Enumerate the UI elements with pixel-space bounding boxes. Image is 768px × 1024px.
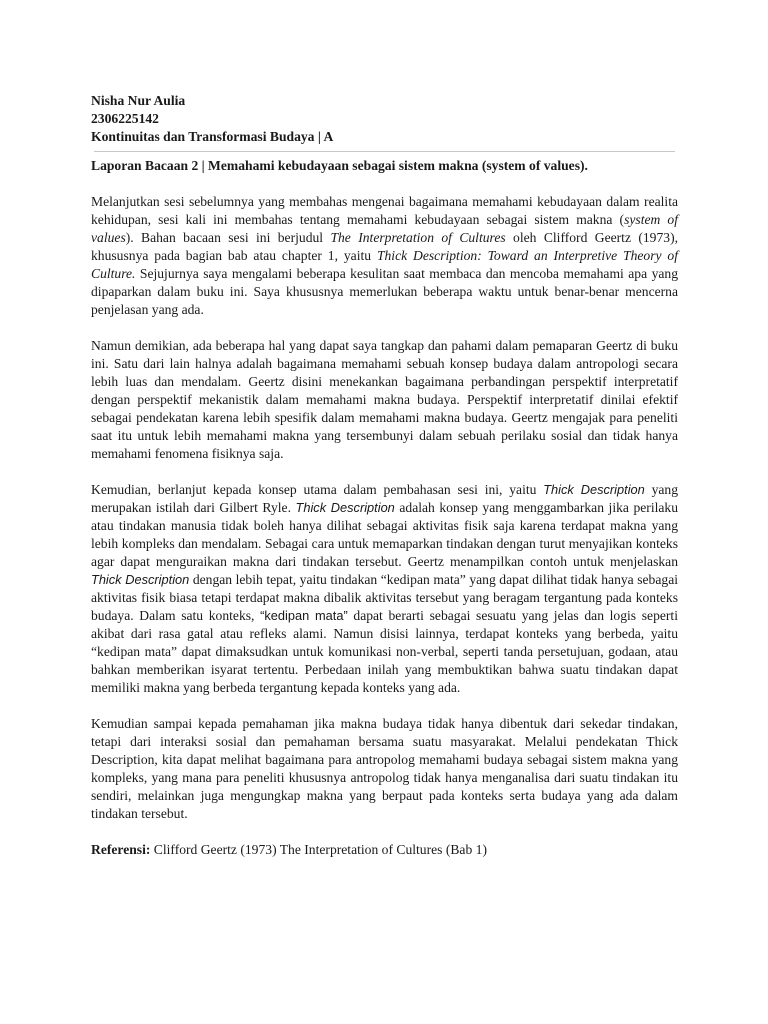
horizontal-divider <box>94 151 675 152</box>
p1-text-3: oleh Clifford Geertz (1973), khususnya pada bagian bab atau chapter 1, yaitu <box>91 230 678 263</box>
reference-text: Clifford Geertz (1973) The Interpretation of Cultures (Bab 1) <box>150 842 487 857</box>
p1-text-4: Sejujurnya saya mengalami beberapa kesulitan saat membaca dan mencoba memahami apa yang dipaparkan dalam buku ini. Saya khususnya memerlukan beberapa waktu untuk benar-benar mencerna penjelasan yang ada. <box>91 266 678 317</box>
p3-term-2: Thick Description <box>295 500 395 515</box>
p1-italic-term: system of values <box>91 212 679 245</box>
p1-chapter-title: Thick Description: Toward an Interpretive Theory of Culture. <box>91 248 678 281</box>
p3-text-4: dengan lebih tepat, yaitu tindakan “kedipan mata” yang dapat dilihat tidak hanya sebagai aktivitas fisik biasa tetapi terdapat makna dibalik aktivitas tersebut yang beragam tergantung pada konteks budaya. Dalam satu konteks, <box>91 572 678 623</box>
student-id: 2306225142 <box>91 111 159 126</box>
p3-quote-sans: “kedipan mata” <box>260 608 348 623</box>
paragraph-1 <box>91 193 678 319</box>
paragraph-4: Kemudian sampai kepada pemahaman jika makna budaya tidak hanya dibentuk dari sekedar tindakan, tetapi dari interaksi sosial dan pemahaman bersama suatu masyarakat. Melalui pendekatan Thick Description, kita dapat melihat bagaimana para antropolog memahami budaya sebagai sistem makna yang kompleks, yang mana para peneliti khususnya antropolog tidak hanya menganalisa dari suatu tindakan itu sendiri, melainkan juga mengungkap makna yang berpaut pada konteks serta budaya yang ada dalam tindakan tersebut. <box>91 716 678 821</box>
p1-text-1: Melanjutkan sesi sebelumnya yang membahas mengenai bagaimana memahami kebudayaan dalam realita kehidupan, sesi kali ini membahas tentang memahami kebudayaan sebagai sistem makna ( <box>91 194 678 227</box>
p3-term-1: Thick Description <box>543 482 645 497</box>
p3-text-5: dapat berarti sebagai sesuatu yang jelas dan logis seperti akibat dari rasa gatal atau refleks alami. Namun disisi lainnya, terdapat konteks yang berbeda, yaitu “kedipan mata” dapat dimaksudkan untuk komunikasi non-verbal, seperti tanda persetujuan, godaan, atau bahkan memberikan isyarat tertentu. Perbedaan inilah yang membuktikan bahwa suatu tindakan dapat memiliki makna yang berbeda tergantung kepada konteks yang ada. <box>91 608 678 695</box>
p1-text-2: ). Bahan bacaan sesi ini berjudul <box>125 230 331 245</box>
reference-line <box>91 841 678 859</box>
reference-label: Referensi: <box>91 842 151 857</box>
document-page <box>91 92 678 859</box>
course-name: Kontinuitas dan Transformasi Budaya | A <box>91 129 334 144</box>
p1-book-title: The Interpretation of Cultures <box>330 230 506 245</box>
report-title: Laporan Bacaan 2 | Memahami kebudayaan sebagai sistem makna (system of values). <box>91 158 588 173</box>
p3-term-3: Thick Description <box>91 572 190 587</box>
author-name: Nisha Nur Aulia <box>91 93 186 108</box>
p3-text-3: adalah konsep yang menggambarkan jika perilaku atau tindakan manusia tidak boleh hanya dilihat sebagai aktivitas fisik saja karena terdapat makna yang lebih kompleks dan mendalam. Sebagai cara untuk memaparkan tindakan dengan turut menyajikan konteks agar dapat menguraikan makna dari tindakan tersebut. Geertz menampilkan contoh untuk menjelaskan <box>91 500 679 569</box>
paragraph-2: Namun demikian, ada beberapa hal yang dapat saya tangkap dan pahami dalam pemaparan Geertz di buku ini. Satu dari lain halnya adalah bagaimana memahami sebuah konsep budaya dalam antropologi secara lebih luas dan mendalam. Geertz disini menekankan bagaimana perbandingan perspektif interpretatif dengan perspektif mekanistik dalam memahami makna budaya. Perspektif interpretatif dinilai efektif sebagai pendekatan karena lebih spesifik dalam memahami makna budaya. Geertz mengajak para peneliti saat itu untuk lebih memahami makna yang tersembunyi dalam sebuah perilaku sosial dan tidak hanya memahami fenomena fisiknya saja. <box>91 338 678 461</box>
p3-text-1: Kemudian, berlanjut kepada konsep utama dalam pembahasan sesi ini, yaitu <box>91 482 544 497</box>
p3-text-2: yang merupakan istilah dari Gilbert Ryle. <box>91 482 679 515</box>
paragraph-3 <box>91 481 678 697</box>
